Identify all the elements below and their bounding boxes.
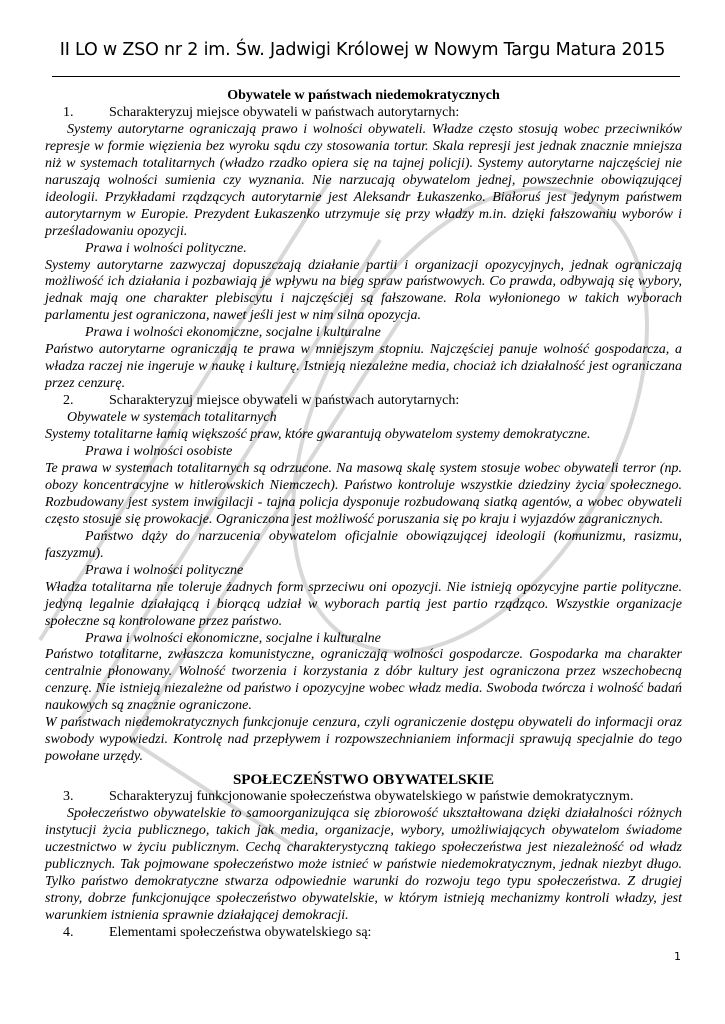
paragraph: Obywatele w systemach totalitarnych: [67, 410, 277, 426]
question-text: Scharakteryzuj funkcjonowanie społeczeństwa obywatelskiego w państwie demokratycznym.: [109, 789, 634, 805]
paragraph: Państwo autorytarne ograniczają te prawa w mniejszym stopniu. Najczęściej panuje wolność gospodarcza, a władza raczej nie ingeruje w naukę i kulturę. Istnieją niezależne media, chociaż ich działalność jest ograniczana przez cenzurę.: [45, 342, 682, 392]
subheading: Prawa i wolności ekonomiczne, socjalne i kulturalne: [85, 630, 381, 646]
subheading: Prawa i wolności polityczne: [85, 562, 244, 578]
page-header: II LO w ZSO nr 2 im. Św. Jadwigi Królowej w Nowym Targu Matura 2015: [59, 40, 666, 60]
paragraph: Społeczeństwo obywatelskie to samoorganizująca się zbiorowość ukształtowana dzięki działalności różnych instytucji życia publicznego, takich jak media, organizacje, wybory, umożliwiających obywatelom świadome uczestnictwo w życiu publicznym. Cechą charakterystyczną takiego społeczeństwa jest niezależność od władz publicznych. Tak pojmowane społeczeństwo może istnieć w państwie niedemokratycznym, jednak niezbyt długo. Tylko państwo demokratyczne stwarza odpowiednie warunki do rozwoju tego typu społeczeństwa. Z drugiej strony, dobrze funkcjonujące społeczeństwo obywatelskie, w którym istnieją mechanizmy kontroli władzy, jest warunkiem istnienia sprawnie działającej demokracji.: [45, 806, 682, 923]
question-number: 2.: [63, 393, 74, 409]
paragraph: Systemy totalitarne łamią większość praw, które gwarantują obywatelom systemy demokratyczne.: [45, 427, 591, 443]
section-title: Obywatele w państwach niedemokratycznych: [227, 88, 500, 103]
question-text: Scharakteryzuj miejsce obywateli w państwach autorytarnych:: [109, 393, 460, 409]
document-body: [45, 88, 682, 942]
question: [45, 105, 682, 122]
section-title: SPOŁECZEŃSTWO OBYWATELSKIE: [232, 772, 495, 789]
subheading: Prawa i wolności polityczne.: [85, 240, 247, 256]
paragraph: Te prawa w systemach totalitarnych są odrzucone. Na masową skalę system stosuje wobec obywateli terror (np. obozy koncentracyjne w hitlerowskich Niemczech). Państwo kontroluje wszystkie dziedziny życia społecznego. Rozbudowany jest system inwigilacji - tajna policja dysponuje rozbudowaną siatką agentów, a wobec obywateli często stosuje się prowokacje. Ograniczona jest możliwość poruszania się po kraju i wyjazdów zagranicznych.: [45, 460, 682, 527]
paragraph: Władza totalitarna nie toleruje żadnych form sprzeciwu oni opozycji. Nie istnieją opozycyjne partie polityczne. jedyną legalnie działającą i biorącą udział w wyborach partią jest partio rządząco. Wszystkie organizacje społeczne są kontrolowane przez państwo.: [45, 579, 682, 629]
question: [45, 789, 682, 806]
question-text: Scharakteryzuj miejsce obywateli w państwach autorytarnych:: [109, 104, 460, 120]
question-number: 1.: [63, 104, 74, 120]
question-number: 4.: [63, 924, 74, 940]
subheading: Prawa i wolności osobiste: [85, 444, 233, 460]
question: [45, 393, 682, 410]
question-text: Elementami społeczeństwa obywatelskiego są:: [109, 924, 372, 940]
question: [45, 925, 682, 942]
paragraph: Systemy autorytarne ograniczają prawo i wolności obywateli. Władze często stosują wobec przeciwników represje w formie więzienia bez wyroku sądu czy stosowania tortur. Skala represji jest jednak znacznie mniejsza niż w systemach totalitarnych (władzo rzadko opiera się na tajnej policji). Systemy autorytarne najczęściej nie naruszają wolności sumienia czy wyznania. Nie narzucają obywatelom jednej, powszechnie obowiązującej ideologii. Przykładami rządzących autorytarnie jest Aleksandr Łukaszenko. Białoruś jest jedynym państwem autorytarnym w Europie. Prezydent Łukaszenko utrzymuje się przy władzy m.in. dzięki fałszowaniu wyborów i prześladowaniu opozycji.: [45, 121, 682, 239]
question-number: 3.: [63, 789, 74, 805]
page-number: 1: [674, 950, 681, 963]
paragraph: W państwach niedemokratycznych funkcjonuje cenzura, czyli ograniczenie dostępu obywateli do informacji oraz swobody wypowiedzi. Kontrolę nad przepływem i rozpowszechnianiem informacji sprawują specjalnie do tego powołane urzędy.: [45, 715, 682, 765]
paragraph: Państwo dąży do narzucenia obywatelom oficjalnie obowiązującej ideologii (komunizmu, rasizmu, faszyzmu).: [45, 528, 682, 561]
paragraph: Państwo totalitarne, zwłaszcza komunistyczne, ograniczają wolności gospodarcze. Gospodarka ma charakter centralnie płonowany. Wolność tworzenia i korzystania z dóbr kultury jest ograniczona przez wszechobecną cenzurę. Nie istnieją niezależne od państwo i opozycyjne wobec władz media. Swoboda twórcza i wolność badań naukowych są znacznie ograniczone.: [45, 647, 682, 714]
header-divider: [52, 76, 680, 77]
paragraph: Systemy autorytarne zazwyczaj dopuszczają działanie partii i organizacji opozycyjnych, jednak ograniczają możliwość ich działania i pozbawiają je wpływu na bieg spraw państwowych. Co prawda, odbywają się wybory, jednak mają one charakter plebiscytu i najczęściej są fałszowane. Rola wyłonionego w takich wyborach parlamentu jest ograniczona, nawet jeśli jest w nim silna opozycja.: [45, 257, 682, 324]
subheading: Prawa i wolności ekonomiczne, socjalne i kulturalne: [85, 325, 381, 341]
